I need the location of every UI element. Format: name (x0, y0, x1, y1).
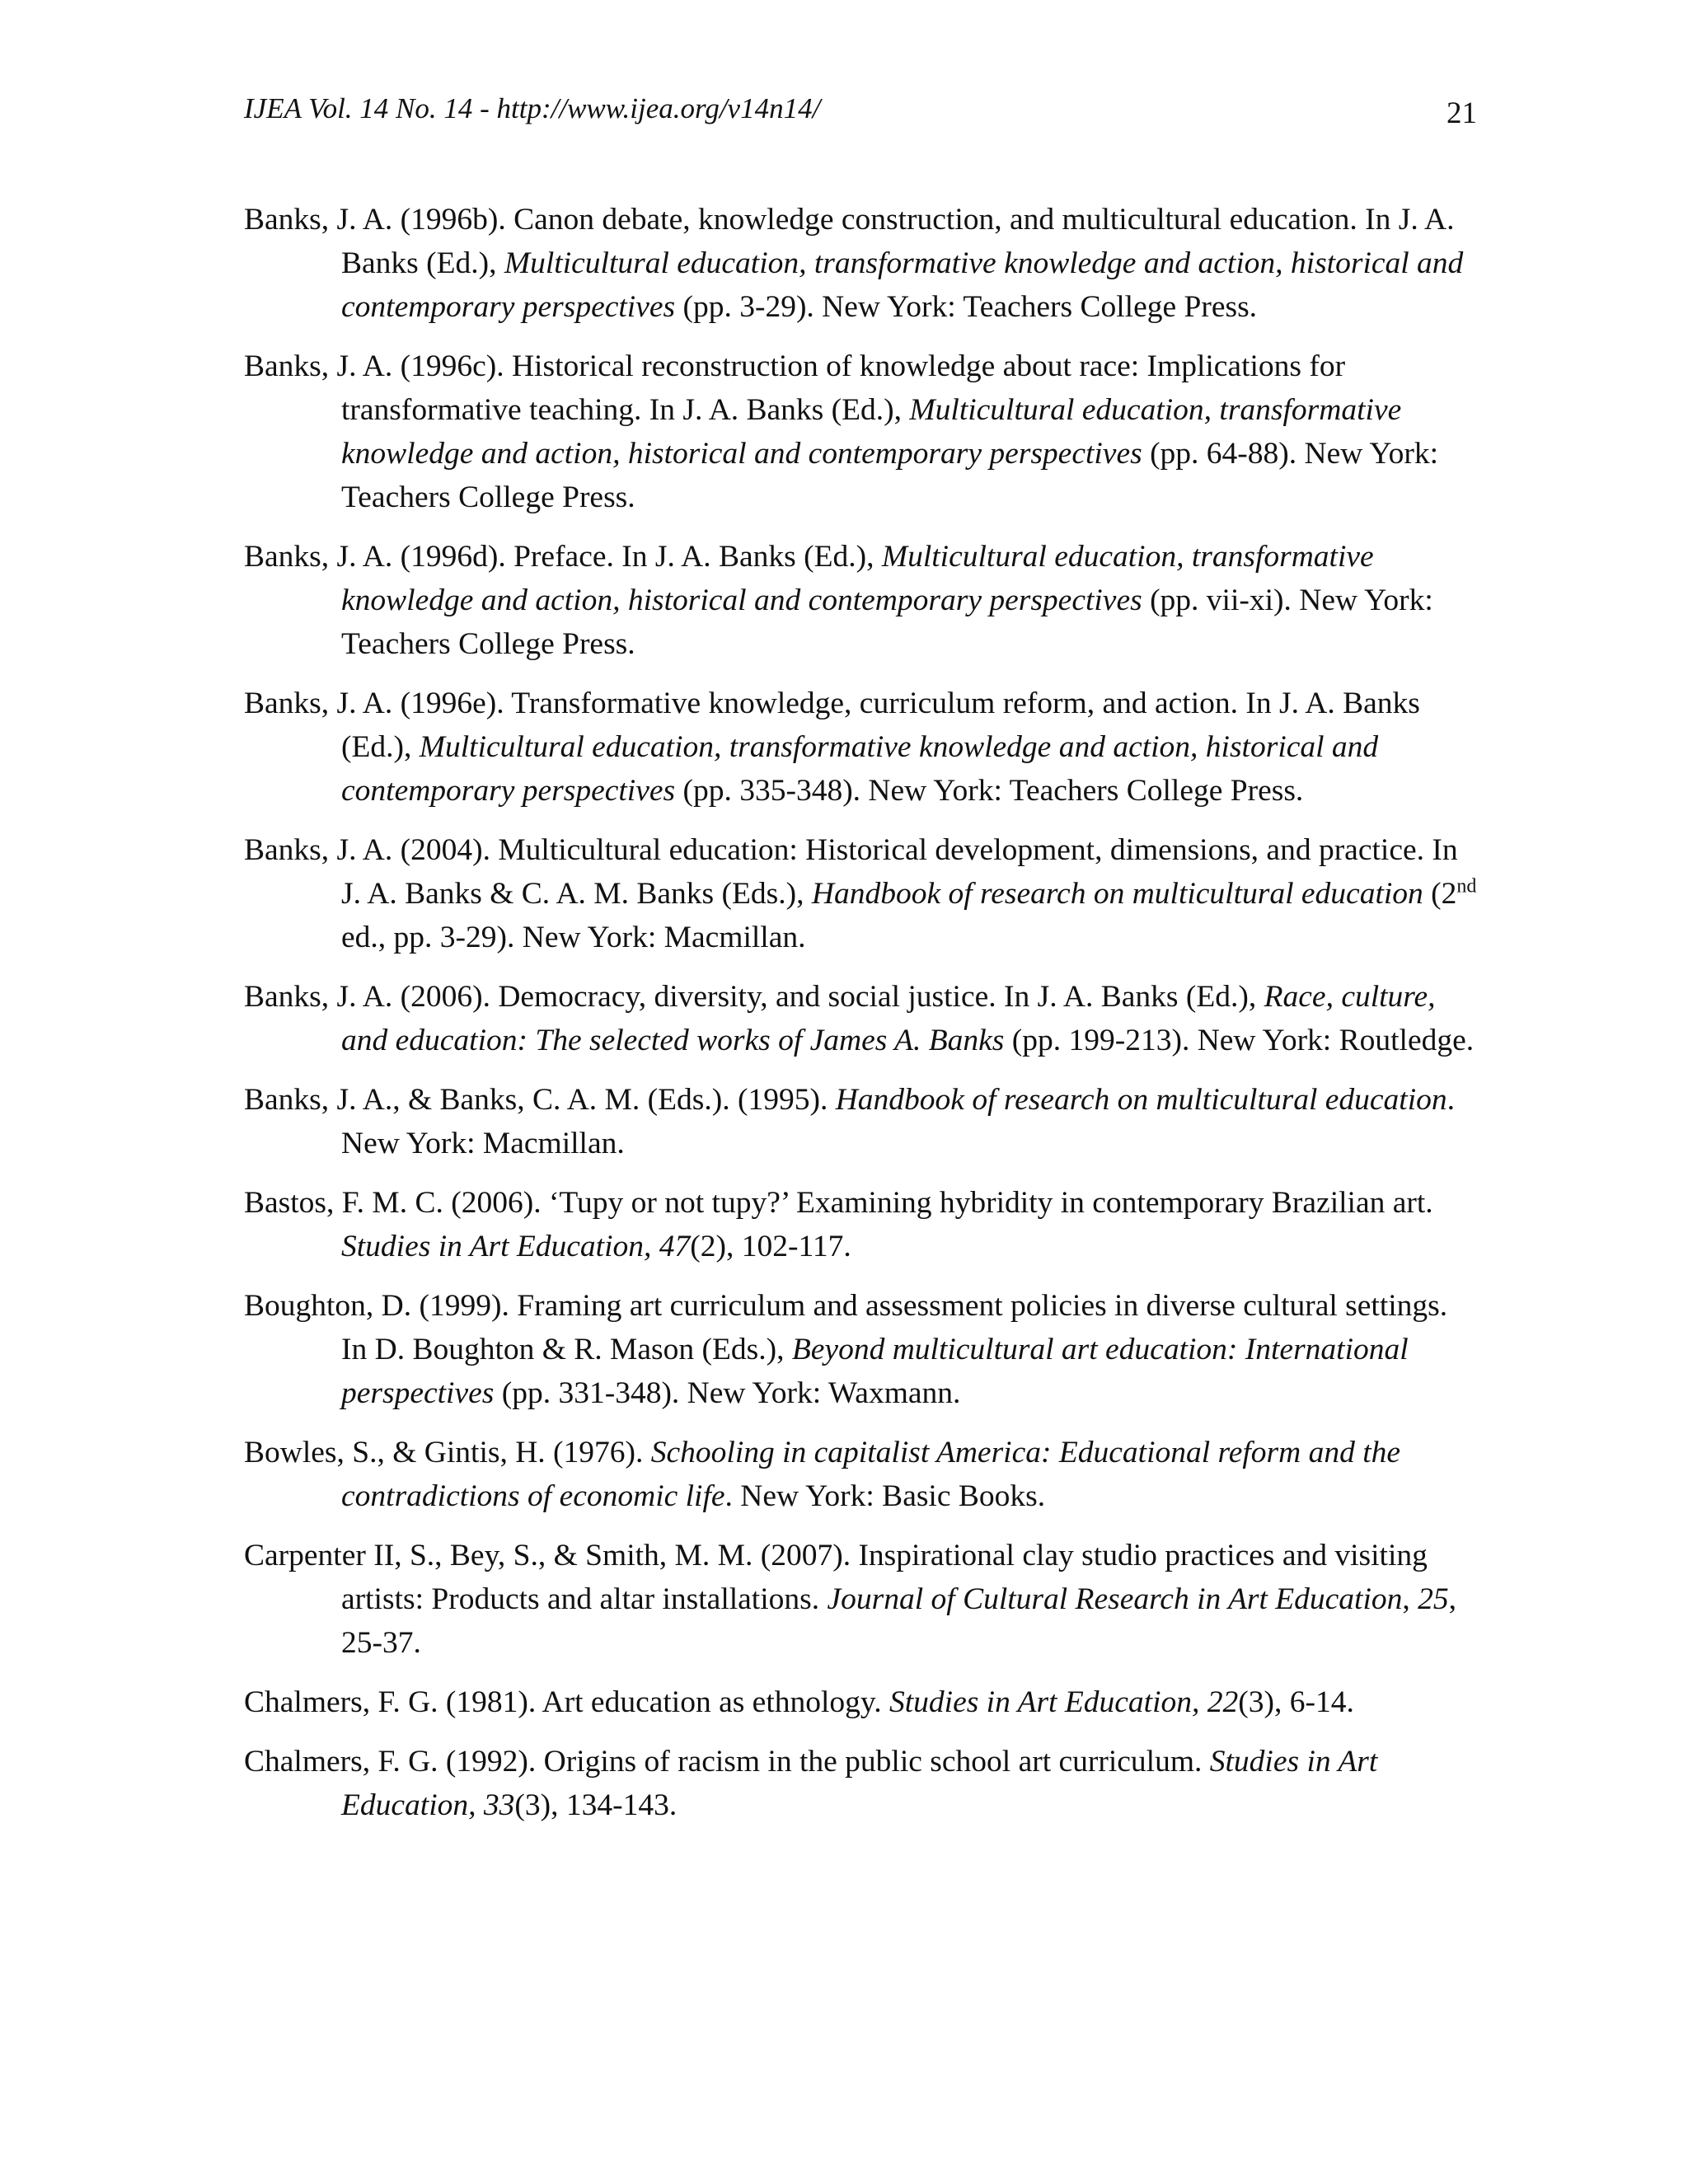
reference-list (244, 198, 1477, 1843)
reference-entry: Banks, J. A. (1996b). Canon debate, knowledge construction, and multicultural education. In J. A. Banks (Ed.), Multicultural education, transformative knowledge and action, historical and contemporary perspectives (pp. 3-29). New York: Teachers College Press. (244, 203, 1464, 324)
reference-entry: Bowles, S., & Gintis, H. (1976). Schooling in capitalist America: Educational reform and the contradictions of economic life. New York: Basic Books. (244, 1436, 1401, 1513)
reference-entry: Banks, J. A. (1996c). Historical reconstruction of knowledge about race: Implications for transformative teaching. In J. A. Banks (Ed.), Multicultural education, transformative knowledge and action, historical and contemporary perspectives (pp. 64-88). New York: Teachers College Press. (244, 349, 1439, 514)
reference-entry: Chalmers, F. G. (1992). Origins of racism in the public school art curriculum. Studies in Art Education, 33(3), 134-143. (244, 1745, 1378, 1822)
reference-entry: Banks, J. A. (1996e). Transformative knowledge, curriculum reform, and action. In J. A. Banks (Ed.), Multicultural education, transformative knowledge and action, historical and contemporary perspectives (pp. 335-348). New York: Teachers College Press. (244, 687, 1420, 808)
reference-entry: Boughton, D. (1999). Framing art curriculum and assessment policies in diverse cultural settings. In D. Boughton & R. Mason (Eds.), Beyond multicultural art education: International perspectives (pp. 331-348). New York: Waxmann. (244, 1289, 1448, 1410)
reference-entry: Bastos, F. M. C. (2006). ‘Tupy or not tupy?’ Examining hybridity in contemporary Brazilian art. Studies in Art Education, 47(2), 102-117. (244, 1186, 1433, 1263)
reference-entry: Banks, J. A. (1996d). Preface. In J. A. Banks (Ed.), Multicultural education, transformative knowledge and action, historical and contemporary perspectives (pp. vii-xi). New York: Teachers College Press. (244, 540, 1433, 661)
reference-entry: Banks, J. A., & Banks, C. A. M. (Eds.). (1995). Handbook of research on multicultural education. New York: Macmillan. (244, 1083, 1456, 1160)
journal-header: IJEA Vol. 14 No. 14 - http://www.ijea.org/v14n14/ (244, 92, 821, 124)
page-header (244, 92, 1477, 142)
reference-entry: Carpenter II, S., Bey, S., & Smith, M. M. (2007). Inspirational clay studio practices and visiting artists: Products and altar installations. Journal of Cultural Research in Art Education, 25, 25-37. (244, 1539, 1456, 1660)
reference-entry: Chalmers, F. G. (1981). Art education as ethnology. Studies in Art Education, 22(3), 6-14. (244, 1685, 1354, 1719)
reference-entry: Banks, J. A. (2006). Democracy, diversity, and social justice. In J. A. Banks (Ed.), Race, culture, and education: The selected works of James A. Banks (pp. 199-213). New York: Routledge. (244, 980, 1475, 1057)
reference-entry: Banks, J. A. (2004). Multicultural education: Historical development, dimensions, and practice. In J. A. Banks & C. A. M. Banks (Eds.), Handbook of research on multicultural education (2nd ed., pp. 3-29). New York: Macmillan. (244, 833, 1477, 954)
page-number: 21 (1447, 96, 1477, 130)
